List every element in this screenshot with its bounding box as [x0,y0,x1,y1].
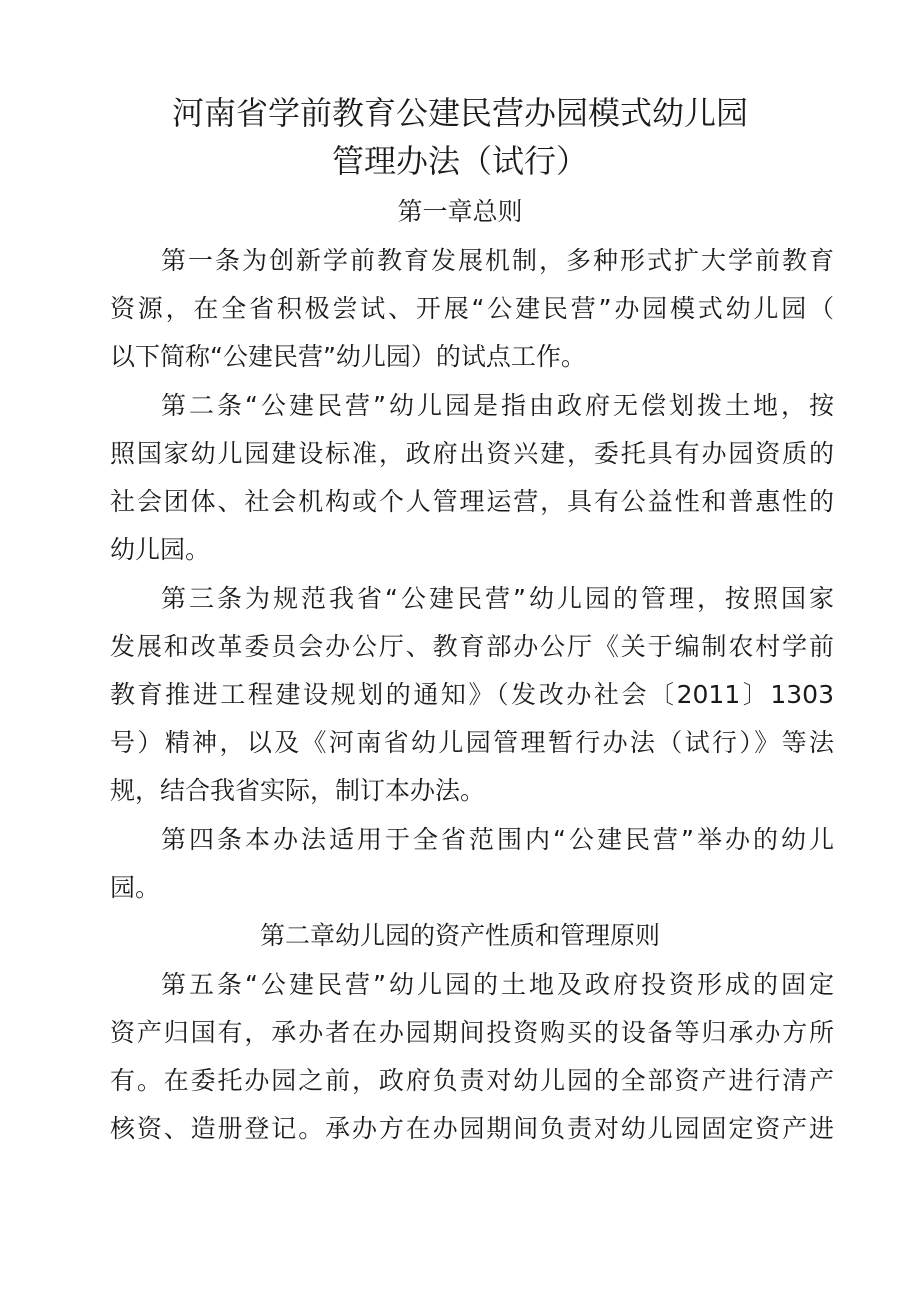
article-3-line-2: 发展和改革委员会办公厅、教育部办公厅《关于编制农村学前 [110,632,834,661]
article-1-line-3: 以下简称“公建民营”幼儿园）的试点工作。 [110,342,586,371]
article-4-line-1: 第四条本办法适用于全省范围内“公建民营”举办的幼儿 [161,825,834,854]
article-2-line-1: 第二条“公建民营”幼儿园是指由政府无偿划拨土地，按 [161,391,834,420]
article-1-line-1: 第一条为创新学前教育发展机制，多种形式扩大学前教育 [161,246,834,275]
article-1-line-2: 资源，在全省积极尝试、开展“公建民营”办园模式幼儿园（ [110,294,834,323]
article-3-line-4: 号）精神，以及《河南省幼儿园管理暂行办法（试行）》等法 [110,728,834,757]
article-5-line-3: 有。在委托办园之前，政府负责对幼儿园的全部资产进行清产 [110,1066,834,1095]
article-3-line-1: 第三条为规范我省“公建民营”幼儿园的管理，按照国家 [161,584,834,613]
article-4-line-2: 园。 [110,873,161,902]
article-5-line-4: 核资、造册登记。承办方在办园期间负责对幼儿园固定资产进 [110,1114,834,1143]
document-title-line-2: 管理办法（试行） [331,142,588,180]
article-5-line-2: 资产归国有，承办者在办园期间投资购买的设备等归承办方所 [110,1018,834,1047]
article-2-line-4: 幼儿园。 [110,535,211,564]
article-2-line-3: 社会团体、社会机构或个人管理运营，具有公益性和普惠性的 [110,487,834,516]
article-3-line-5: 规，结合我省实际，制订本办法。 [110,776,486,805]
chapter-heading-2: 第二章幼儿园的资产性质和管理原则 [259,921,660,950]
article-3-line-3: 教育推进工程建设规划的通知》（发改办社会〔2011〕1303 [110,680,834,709]
article-5-line-1: 第五条“公建民营”幼儿园的土地及政府投资形成的固定 [161,970,834,999]
document-title-line-1: 河南省学前教育公建民营办园模式幼儿园 [171,94,748,132]
chapter-heading-1: 第一章总则 [397,197,523,226]
article-2-line-2: 照国家幼儿园建设标准，政府出资兴建，委托具有办园资质的 [110,439,834,468]
